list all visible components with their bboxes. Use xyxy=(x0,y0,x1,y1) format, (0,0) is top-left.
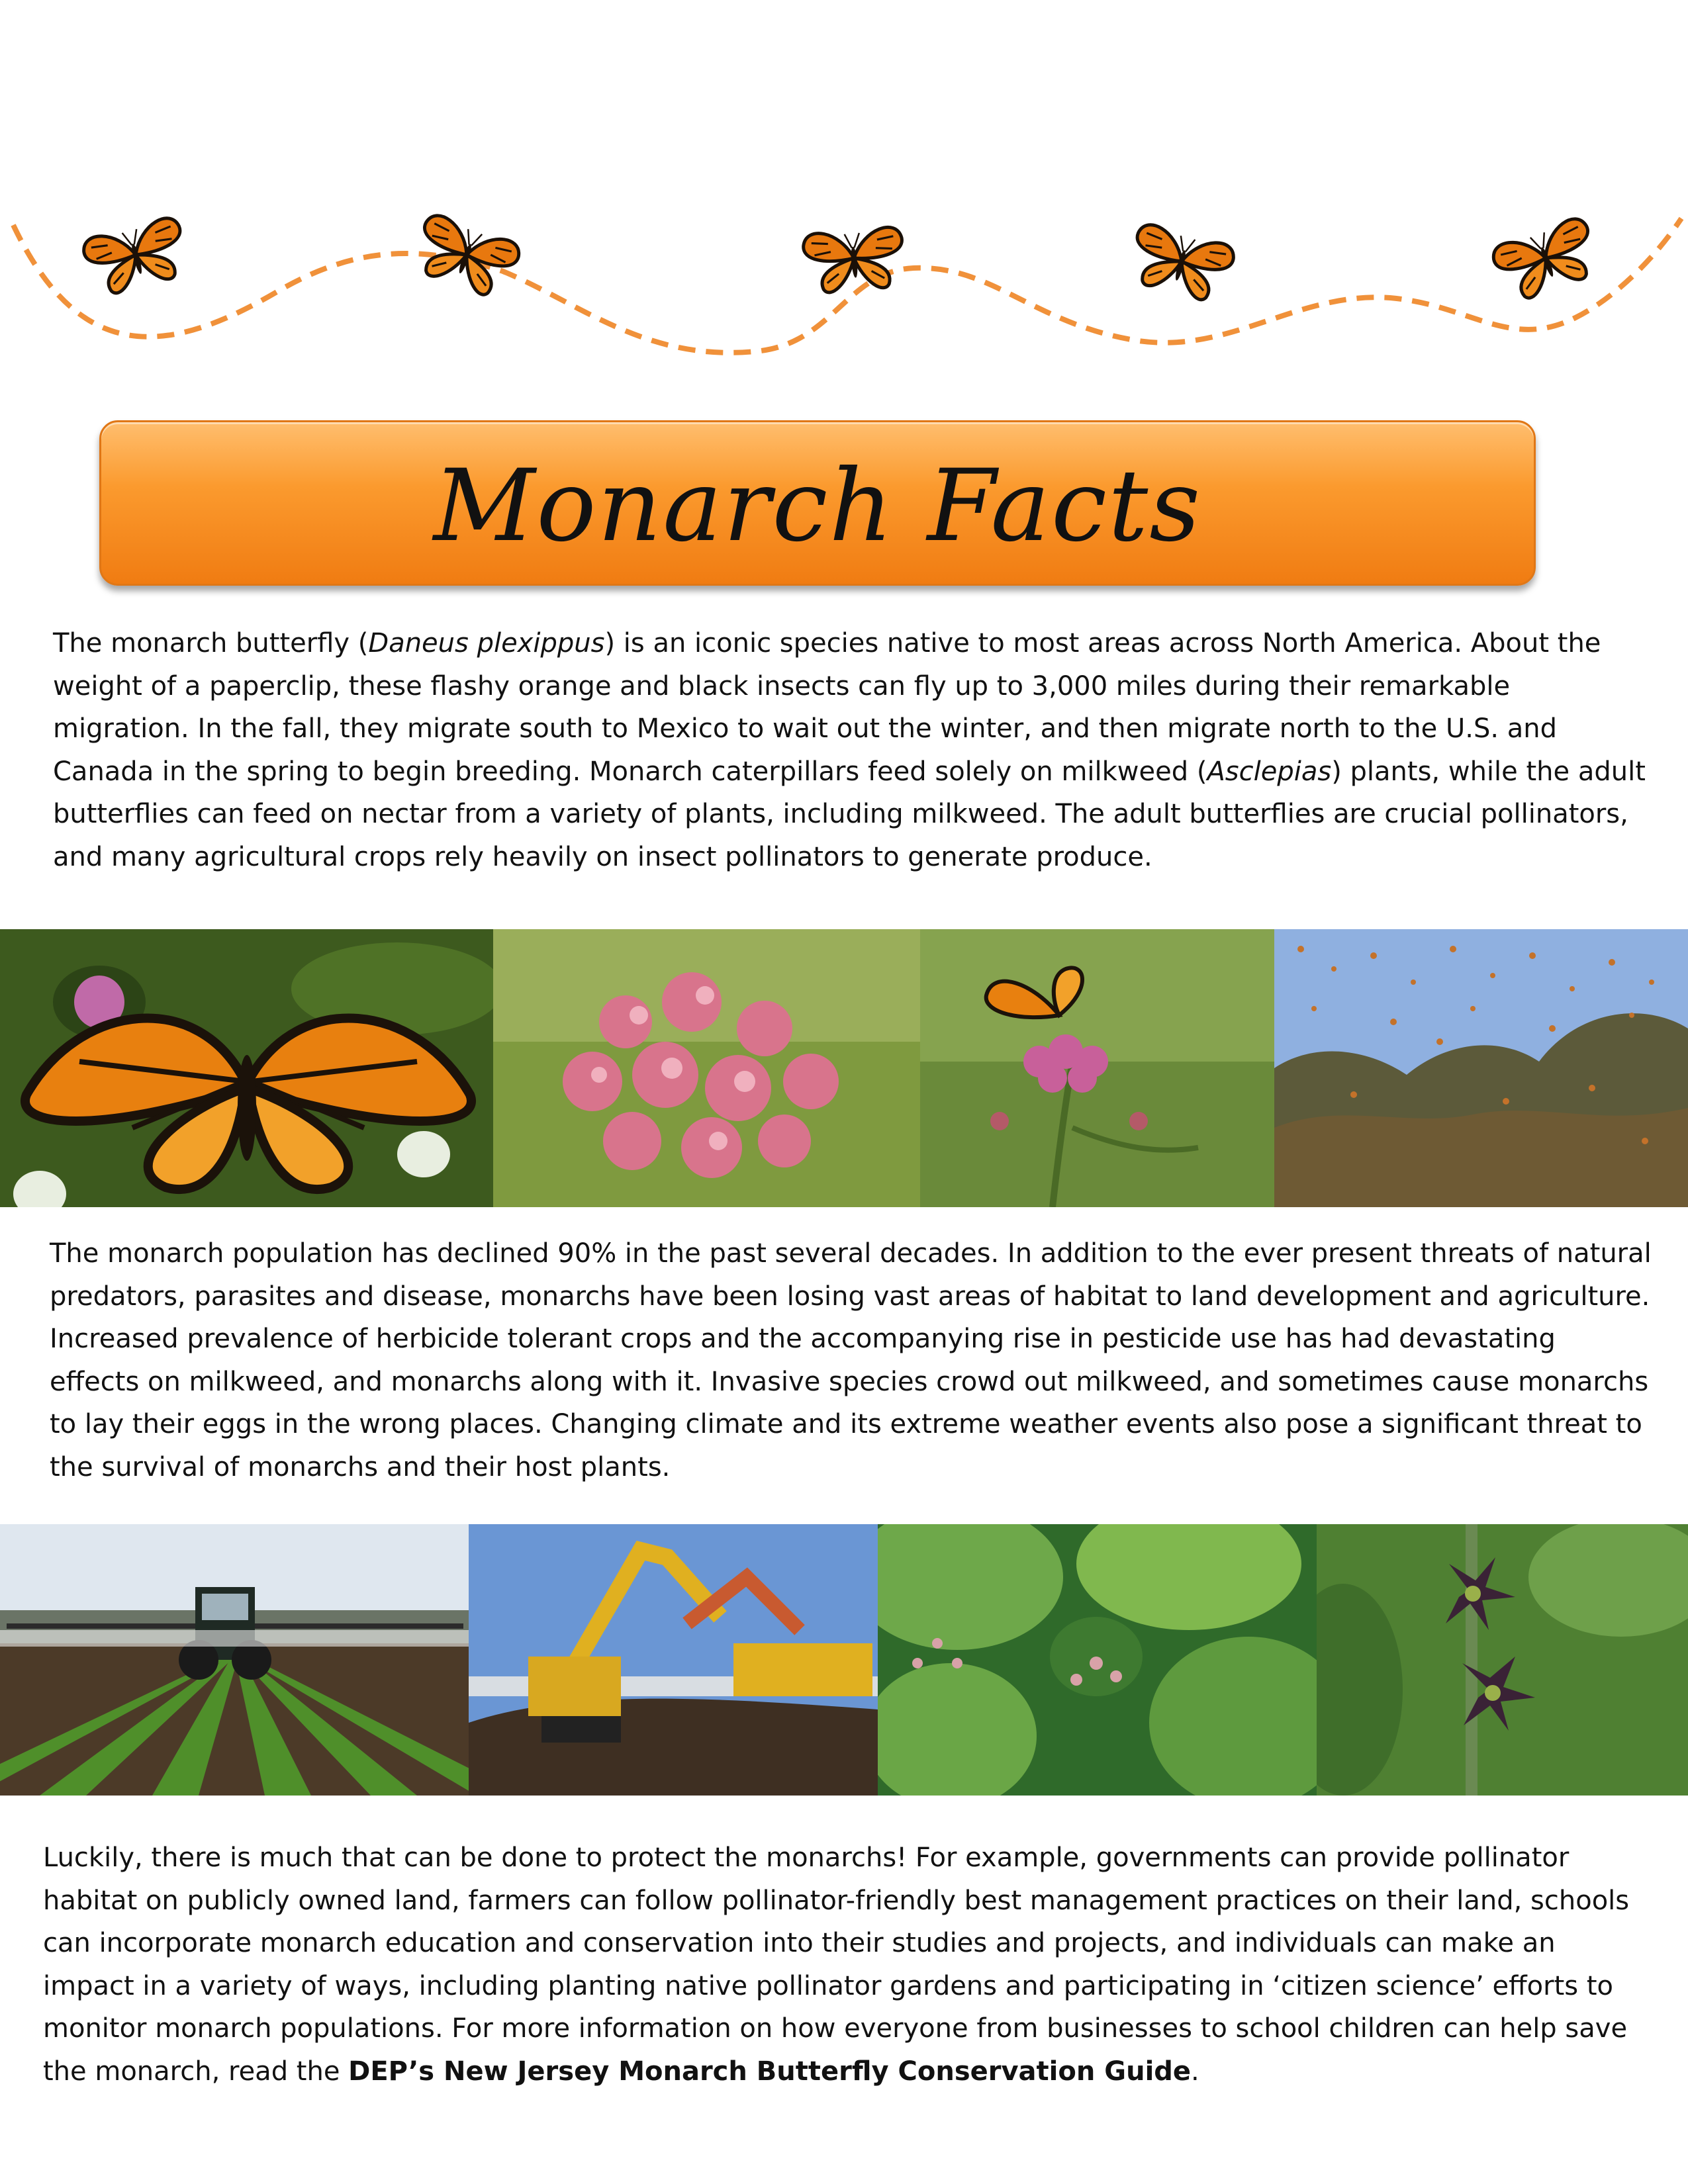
photo-strip-monarchs xyxy=(0,929,1688,1207)
photo-strip-threats xyxy=(0,1524,1688,1796)
overwintering-monarchs-photo xyxy=(1274,929,1688,1207)
intro-text-2: ) is an iconic species native to most areas across North America. About the weight of a paperclip, these flashy orange and black insects can fly up to 3,000 miles during their remarkable migration. In the fall, they migrate south to Mexico to wait out the winter, and then migrate north to the U.S. and Canada in the spring to begin breeding. Monarch caterpillars feed solely on milkweed ( xyxy=(53,628,1601,787)
excavator-construction-photo xyxy=(469,1524,878,1796)
action-end: . xyxy=(1191,2056,1199,2087)
black-swallowwort-photo xyxy=(1317,1524,1688,1796)
intro-paragraph xyxy=(53,622,1648,878)
butterfly-icon-3 xyxy=(802,226,906,295)
intro-text-3: ) plants, while the adult butterflies can feed on nectar from a variety of plants, including milkweed. The adult butterflies are crucial pollinators, and many agricultural crops rely heavily on insect pollinators to generate produce. xyxy=(53,756,1646,872)
conservation-guide-link[interactable]: DEP’s New Jersey Monarch Butterfly Conservation Guide xyxy=(348,2056,1192,2087)
action-text: Luckily, there is much that can be done to protect the monarchs! For example, governments can provide pollinator habitat on publicly owned land, farmers can follow pollinator-friendly best management practices on their land, schools can incorporate monarch education and conservation into their studies and projects, and individuals can make an impact in a variety of ways, including planting native pollinator gardens and participating in ‘citizen science’ efforts to monitor monarch populations. For more information on how everyone from businesses to school children can help save the monarch, read the xyxy=(43,1843,1630,2087)
butterfly-icon-4 xyxy=(1125,222,1237,305)
title-banner xyxy=(99,420,1536,586)
genus-name: Asclepias xyxy=(1207,756,1332,787)
butterfly-garland xyxy=(0,192,1688,404)
species-name: Daneus plexippus xyxy=(368,628,605,659)
monarch-on-clover-photo xyxy=(0,929,493,1207)
monarch-on-milkweed-photo xyxy=(920,929,1274,1207)
threats-paragraph: The monarch population has declined 90% in the past several decades. In addition to the ever present threats of natural predators, parasites and disease, monarchs have been losing vast areas of habitat to land development and agriculture. Increased prevalence of herbicide tolerant crops and the accompanying rise in pesticide use has had devastating effects on milkweed, and monarchs along with it. Invasive species crowd out milkweed, and sometimes cause monarchs to lay their eggs in the wrong places. Changing climate and its extreme weather events also pose a significant threat to the survival of monarchs and their host plants. xyxy=(50,1238,1652,1482)
milkweed-flowers-photo xyxy=(493,929,920,1207)
page-title: Monarch Facts xyxy=(433,449,1202,564)
action-paragraph xyxy=(43,1837,1652,2093)
invasive-vine-leaves-photo xyxy=(878,1524,1317,1796)
butterfly-icon-1 xyxy=(81,215,192,298)
butterfly-icon-5 xyxy=(1490,215,1603,305)
intro-text-1: The monarch butterfly ( xyxy=(53,628,369,659)
crop-spraying-photo xyxy=(0,1524,469,1796)
